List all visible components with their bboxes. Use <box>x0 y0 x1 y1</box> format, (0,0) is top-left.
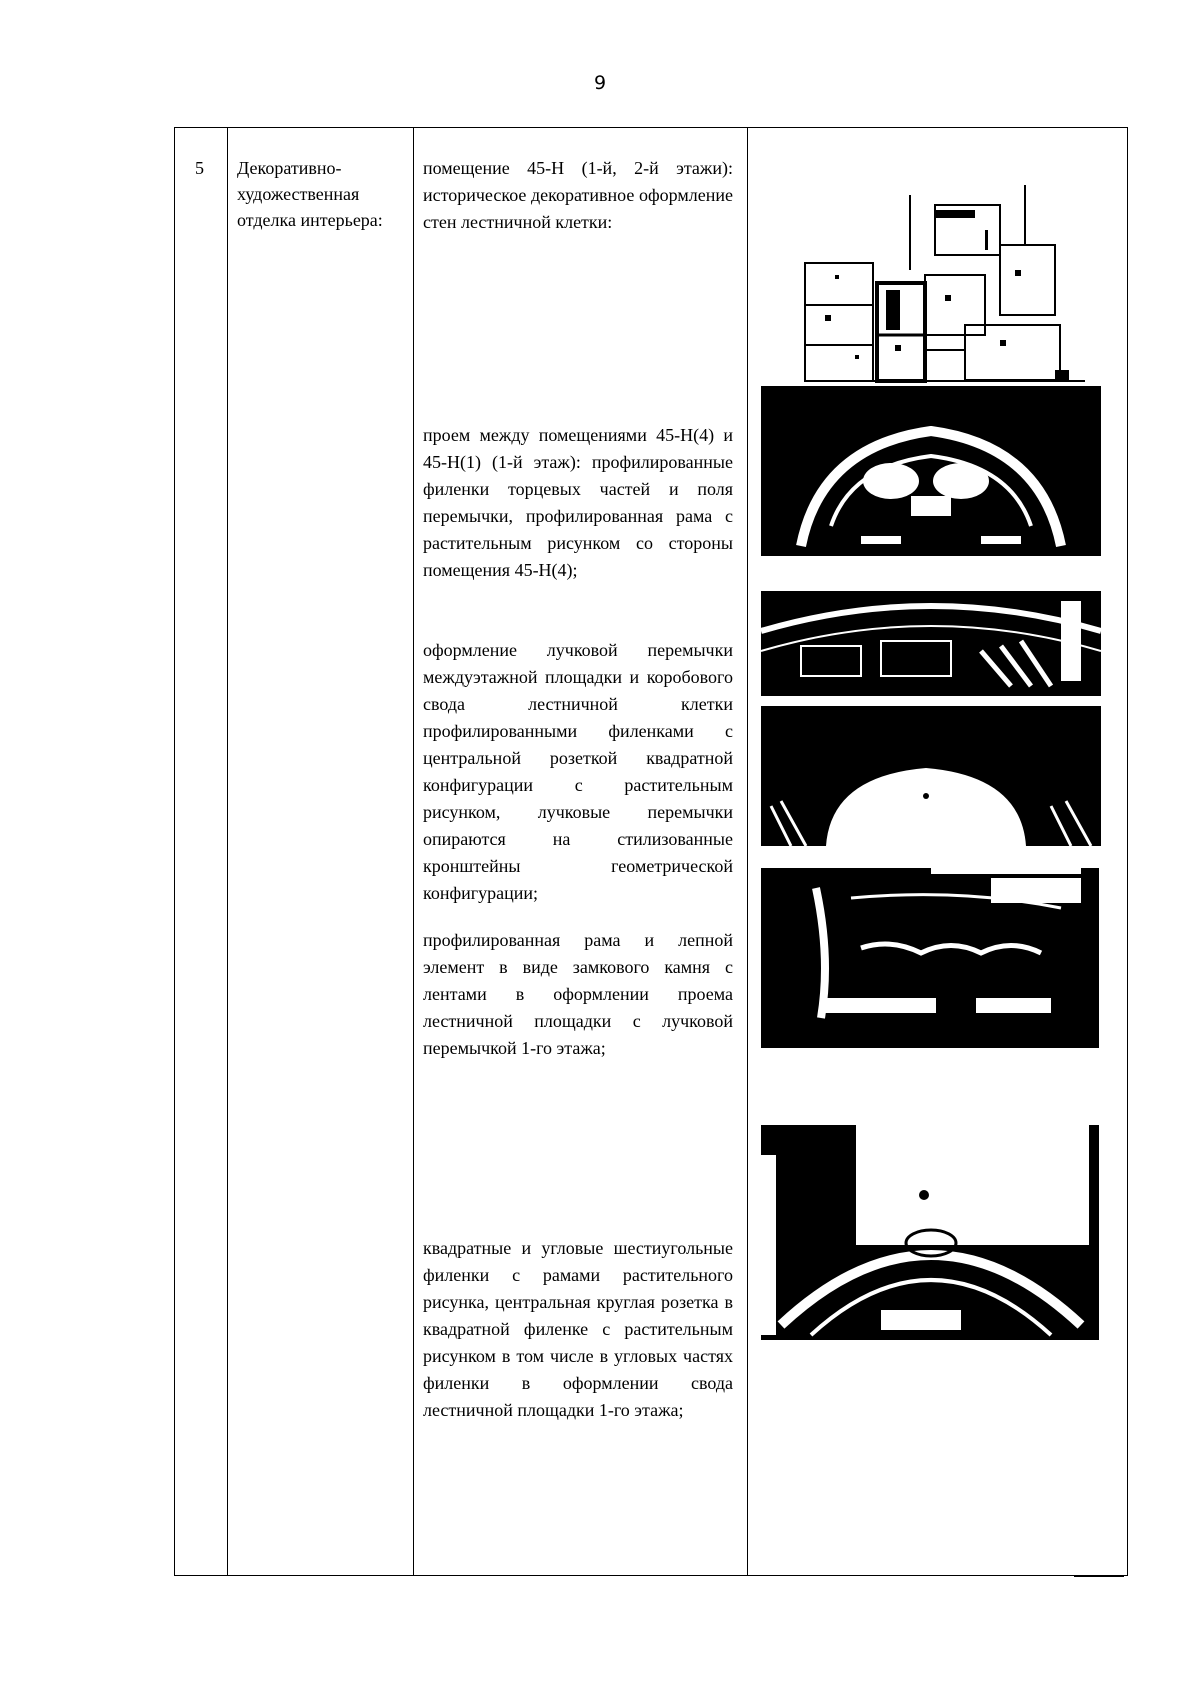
keystone-photo <box>761 868 1099 1048</box>
arched-doorway-photo <box>761 386 1101 556</box>
floor-plan-image <box>785 175 1103 400</box>
table-end-line <box>1074 1576 1124 1577</box>
heritage-table <box>174 127 1128 1576</box>
vault-panels-photo <box>761 591 1101 696</box>
ceiling-rosette-photo <box>761 1125 1099 1340</box>
item-description: помещение 45-Н (1-й, 2-й этажи): историческое декоративное оформление стен лестничной клетки: <box>423 158 733 232</box>
column-divider <box>747 128 748 1575</box>
column-divider <box>413 128 414 1575</box>
row-number: 5 <box>195 158 204 178</box>
item-description: профилированная рама и лепной элемент в виде замкового камня с лентами в оформлении проема лестничной площадки с лучковой перемычкой 1-го этажа; <box>423 930 733 1058</box>
row-category: Декоративно-художественная отделка интерьера: <box>237 158 383 230</box>
vault-rosette-photo <box>761 706 1101 846</box>
item-description: оформление лучковой перемычки междуэтажной площадки и коробового свода лестничной клетки профилированными филенками с центральной розеткой квадратной конфигурации с растительным рисунком, лучковые перемычки опираются на стилизованные кронштейны геометрической конфигурации; <box>423 640 733 903</box>
item-description: квадратные и угловые шестиугольные филенки с рамами растительного рисунка, центральная круглая розетка в квадратной филенке с растительным рисунком в том числе в угловых частях филенки в оформлении свода лестничной площадки 1-го этажа; <box>423 1238 733 1420</box>
column-divider <box>227 128 228 1575</box>
item-description: проем между помещениями 45-Н(4) и 45-Н(1) (1-й этаж): профилированные филенки торцевых частей и поля перемычки, профилированная рама с растительным рисунком со стороны помещения 45-Н(4); <box>423 425 733 580</box>
page-number: 9 <box>593 72 607 94</box>
